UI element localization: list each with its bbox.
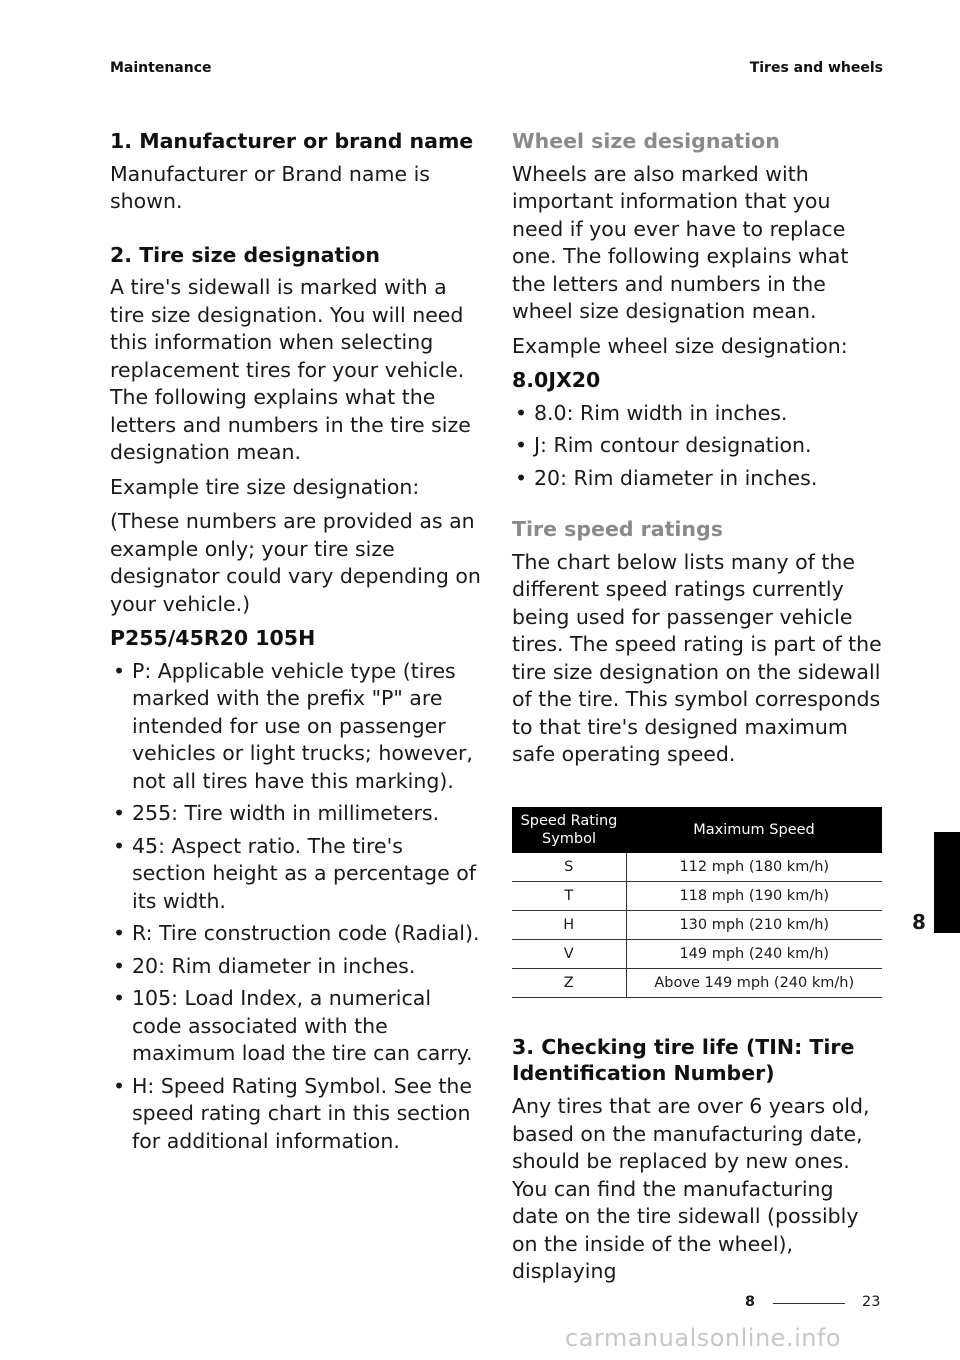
speed-rating-table: [512, 807, 882, 998]
table-header-row: [512, 807, 882, 853]
wheel-example-code: 8.0JX20: [512, 368, 601, 393]
table-cell-symbol: T: [512, 881, 626, 910]
bullet-icon: •: [113, 658, 126, 683]
table-cell-speed: 118 mph (190 km/h): [626, 881, 882, 910]
watermark-text: carmanualsonline.info: [565, 1324, 842, 1352]
bullet-icon: •: [515, 433, 528, 458]
bullet-icon: •: [113, 953, 126, 978]
bullet-icon: •: [113, 833, 126, 858]
speed-ratings-heading: Tire speed ratings: [512, 517, 723, 542]
list-item: [512, 465, 884, 493]
table-row: [512, 968, 882, 997]
chapter-tab: [934, 832, 960, 933]
bullet-icon: •: [113, 801, 126, 826]
speed-ratings-text: The chart below lists many of the different speed ratings currently being used for passenger vehicle tires. The speed rating is part of the tire size designation on the sidewall of the tire. This symbol corresponds to that tire's designed maximum safe operating speed.: [512, 549, 882, 767]
table-cell-speed: 149 mph (240 km/h): [626, 939, 882, 968]
list-item-text: 20: Rim diameter in inches.: [534, 465, 818, 490]
table-cell-speed: 130 mph (210 km/h): [626, 910, 882, 939]
chapter-tab-number: 8: [912, 910, 926, 934]
table-row: [512, 853, 882, 882]
list-item: [110, 658, 482, 796]
list-item: [110, 800, 482, 828]
manufacturer-heading: 1. Manufacturer or brand name: [110, 129, 474, 153]
header-chapter-title: Tires and wheels: [749, 60, 883, 76]
tire-example-note: (These numbers are provided as an example only; your tire size designator could vary depending on your vehicle.): [110, 509, 481, 616]
list-item: [110, 985, 482, 1068]
wheel-size-heading: Wheel size designation: [512, 129, 780, 153]
bullet-icon: •: [515, 465, 528, 490]
list-item: [110, 920, 482, 948]
wheel-designation-list: [512, 400, 884, 493]
bullet-icon: •: [113, 921, 126, 946]
tire-designation-list: [110, 658, 482, 1156]
bullet-icon: •: [113, 1073, 126, 1098]
list-item-text: 45: Aspect ratio. The tire's section height as a percentage of its width.: [132, 833, 477, 913]
table-row: [512, 939, 882, 968]
wheel-size-text: Wheels are also marked with important information that you need if you ever have to replace one. The following explains what the letters and numbers in the wheel size designation mean.: [512, 161, 849, 324]
list-item-text: 20: Rim diameter in inches.: [132, 953, 416, 978]
table-cell-speed: 112 mph (180 km/h): [626, 853, 882, 882]
tire-example-code: P255/45R20 105H: [110, 626, 316, 651]
column-header-speed: Maximum Speed: [626, 807, 882, 853]
list-item: [110, 833, 482, 916]
table-cell-symbol: Z: [512, 968, 626, 997]
bullet-icon: •: [515, 400, 528, 425]
list-item-text: P: Applicable vehicle type (tires marked with the prefix "P" are intended for use on passenger vehicles or light trucks; however, not all tires have this marking).: [132, 658, 473, 793]
table-cell-symbol: S: [512, 853, 626, 882]
list-item-text: 255: Tire width in millimeters.: [132, 801, 440, 826]
list-item-text: H: Speed Rating Symbol. See the speed rating chart in this section for additional information.: [132, 1073, 473, 1153]
list-item-text: R: Tire construction code (Radial).: [132, 921, 480, 946]
tire-size-heading: 2. Tire size designation: [110, 242, 380, 267]
bullet-icon: •: [113, 986, 126, 1011]
header-section-title: Maintenance: [110, 60, 212, 76]
table-cell-symbol: V: [512, 939, 626, 968]
table-cell-speed: Above 149 mph (240 km/h): [626, 968, 882, 997]
list-item-text: 105: Load Index, a numerical code associated with the maximum load the tire can carry.: [132, 986, 473, 1066]
right-column: [512, 128, 884, 1293]
list-item: [512, 432, 884, 460]
wheel-example-label: Example wheel size designation:: [512, 333, 848, 358]
footer-chapter-number: 8: [745, 1294, 756, 1310]
list-item: [110, 1073, 482, 1156]
list-item-text: 8.0: Rim width in inches.: [534, 400, 788, 425]
list-item-text: J: Rim contour designation.: [534, 433, 812, 458]
table-row: [512, 881, 882, 910]
left-column: [110, 128, 482, 1160]
manufacturer-text: Manufacturer or Brand name is shown.: [110, 161, 430, 214]
table-cell-symbol: H: [512, 910, 626, 939]
tire-example-label: Example tire size designation:: [110, 474, 420, 499]
list-item: [512, 400, 884, 428]
tire-life-heading: 3. Checking tire life (TIN: Tire Identification Number): [512, 1034, 855, 1086]
table-row: [512, 910, 882, 939]
footer-divider: [773, 1303, 845, 1304]
list-item: [110, 953, 482, 981]
footer-page-number: 23: [862, 1294, 881, 1310]
column-header-symbol: Speed Rating Symbol: [512, 807, 626, 853]
tire-size-text: A tire's sidewall is marked with a tire size designation. You will need this information when selecting replacement tires for your vehicle. The following explains what the letters and numbers in the tire size designation mean.: [110, 275, 471, 465]
tire-life-text: Any tires that are over 6 years old, based on the manufacturing date, should be replaced by new ones. You can find the manufacturing date on the tire sidewall (possibly on the inside of the wheel), displaying: [512, 1094, 870, 1284]
